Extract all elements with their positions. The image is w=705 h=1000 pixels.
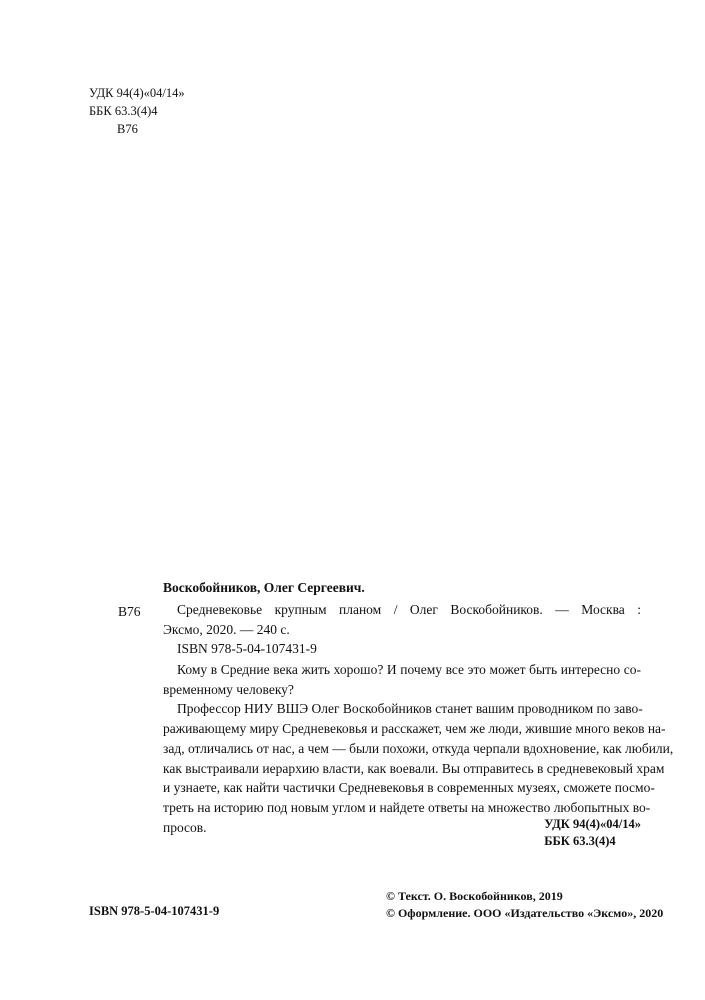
copyright-design: © Оформление. ООО «Издательство «Эксмо», 2020 [386,906,664,920]
author-heading: Воскобойников, Олег Сергеевич. [163,580,365,595]
bbk-code: ББК 63.3(4)4 [544,834,616,848]
copyright-block [386,888,663,922]
annotation-line: как выстраивали иерархию власти, как воевали. Вы отправитесь в средневековый храм [163,760,665,776]
bbk-code: ББК 63.3(4)4 [89,104,158,118]
annotation-line: раживающему миру Средневековья и расскажет, чем же люди, жившие много веков на- [163,721,666,737]
isbn-footer: ISBN 978-5-04-107431-9 [89,904,220,918]
bibliographic-description [163,600,641,640]
author-mark: В76 [117,122,138,136]
annotation-line: просов. [163,819,207,835]
isbn-record: ISBN 978-5-04-107431-9 [177,641,317,656]
description-line: Эксмо, 2020. — 240 с. [163,622,290,637]
copyright-text: © Текст. О. Воскобойников, 2019 [386,889,563,903]
annotation-line: и узнаете, как найти частички Средневековья в современных музеях, сможете посмо- [163,780,655,796]
annotation-line: зад, отличались от нас, а чем — были похожи, откуда черпали вдохновение, как любили, [163,740,674,756]
classification-codes-top [89,84,185,138]
udk-code: УДК 94(4)«04/14» [544,817,641,831]
annotation-line: временному человеку? [163,681,294,697]
annotation-line: треть на историю под новым углом и найдете ответы на множество любопытных во- [163,799,651,815]
annotation [163,660,674,837]
udk-code: УДК 94(4)«04/14» [89,86,185,100]
classification-codes-right [544,816,641,850]
annotation-line: Кому в Средние века жить хорошо? И почему все это может быть интересно со- [177,662,641,677]
author-mark-left: В76 [118,604,141,619]
annotation-line: Профессор НИУ ВШЭ Олег Воскобойников станет вашим проводником по заво- [177,701,643,717]
description-line: Средневековье крупным планом / Олег Воскобойников. — Москва : [177,602,641,617]
